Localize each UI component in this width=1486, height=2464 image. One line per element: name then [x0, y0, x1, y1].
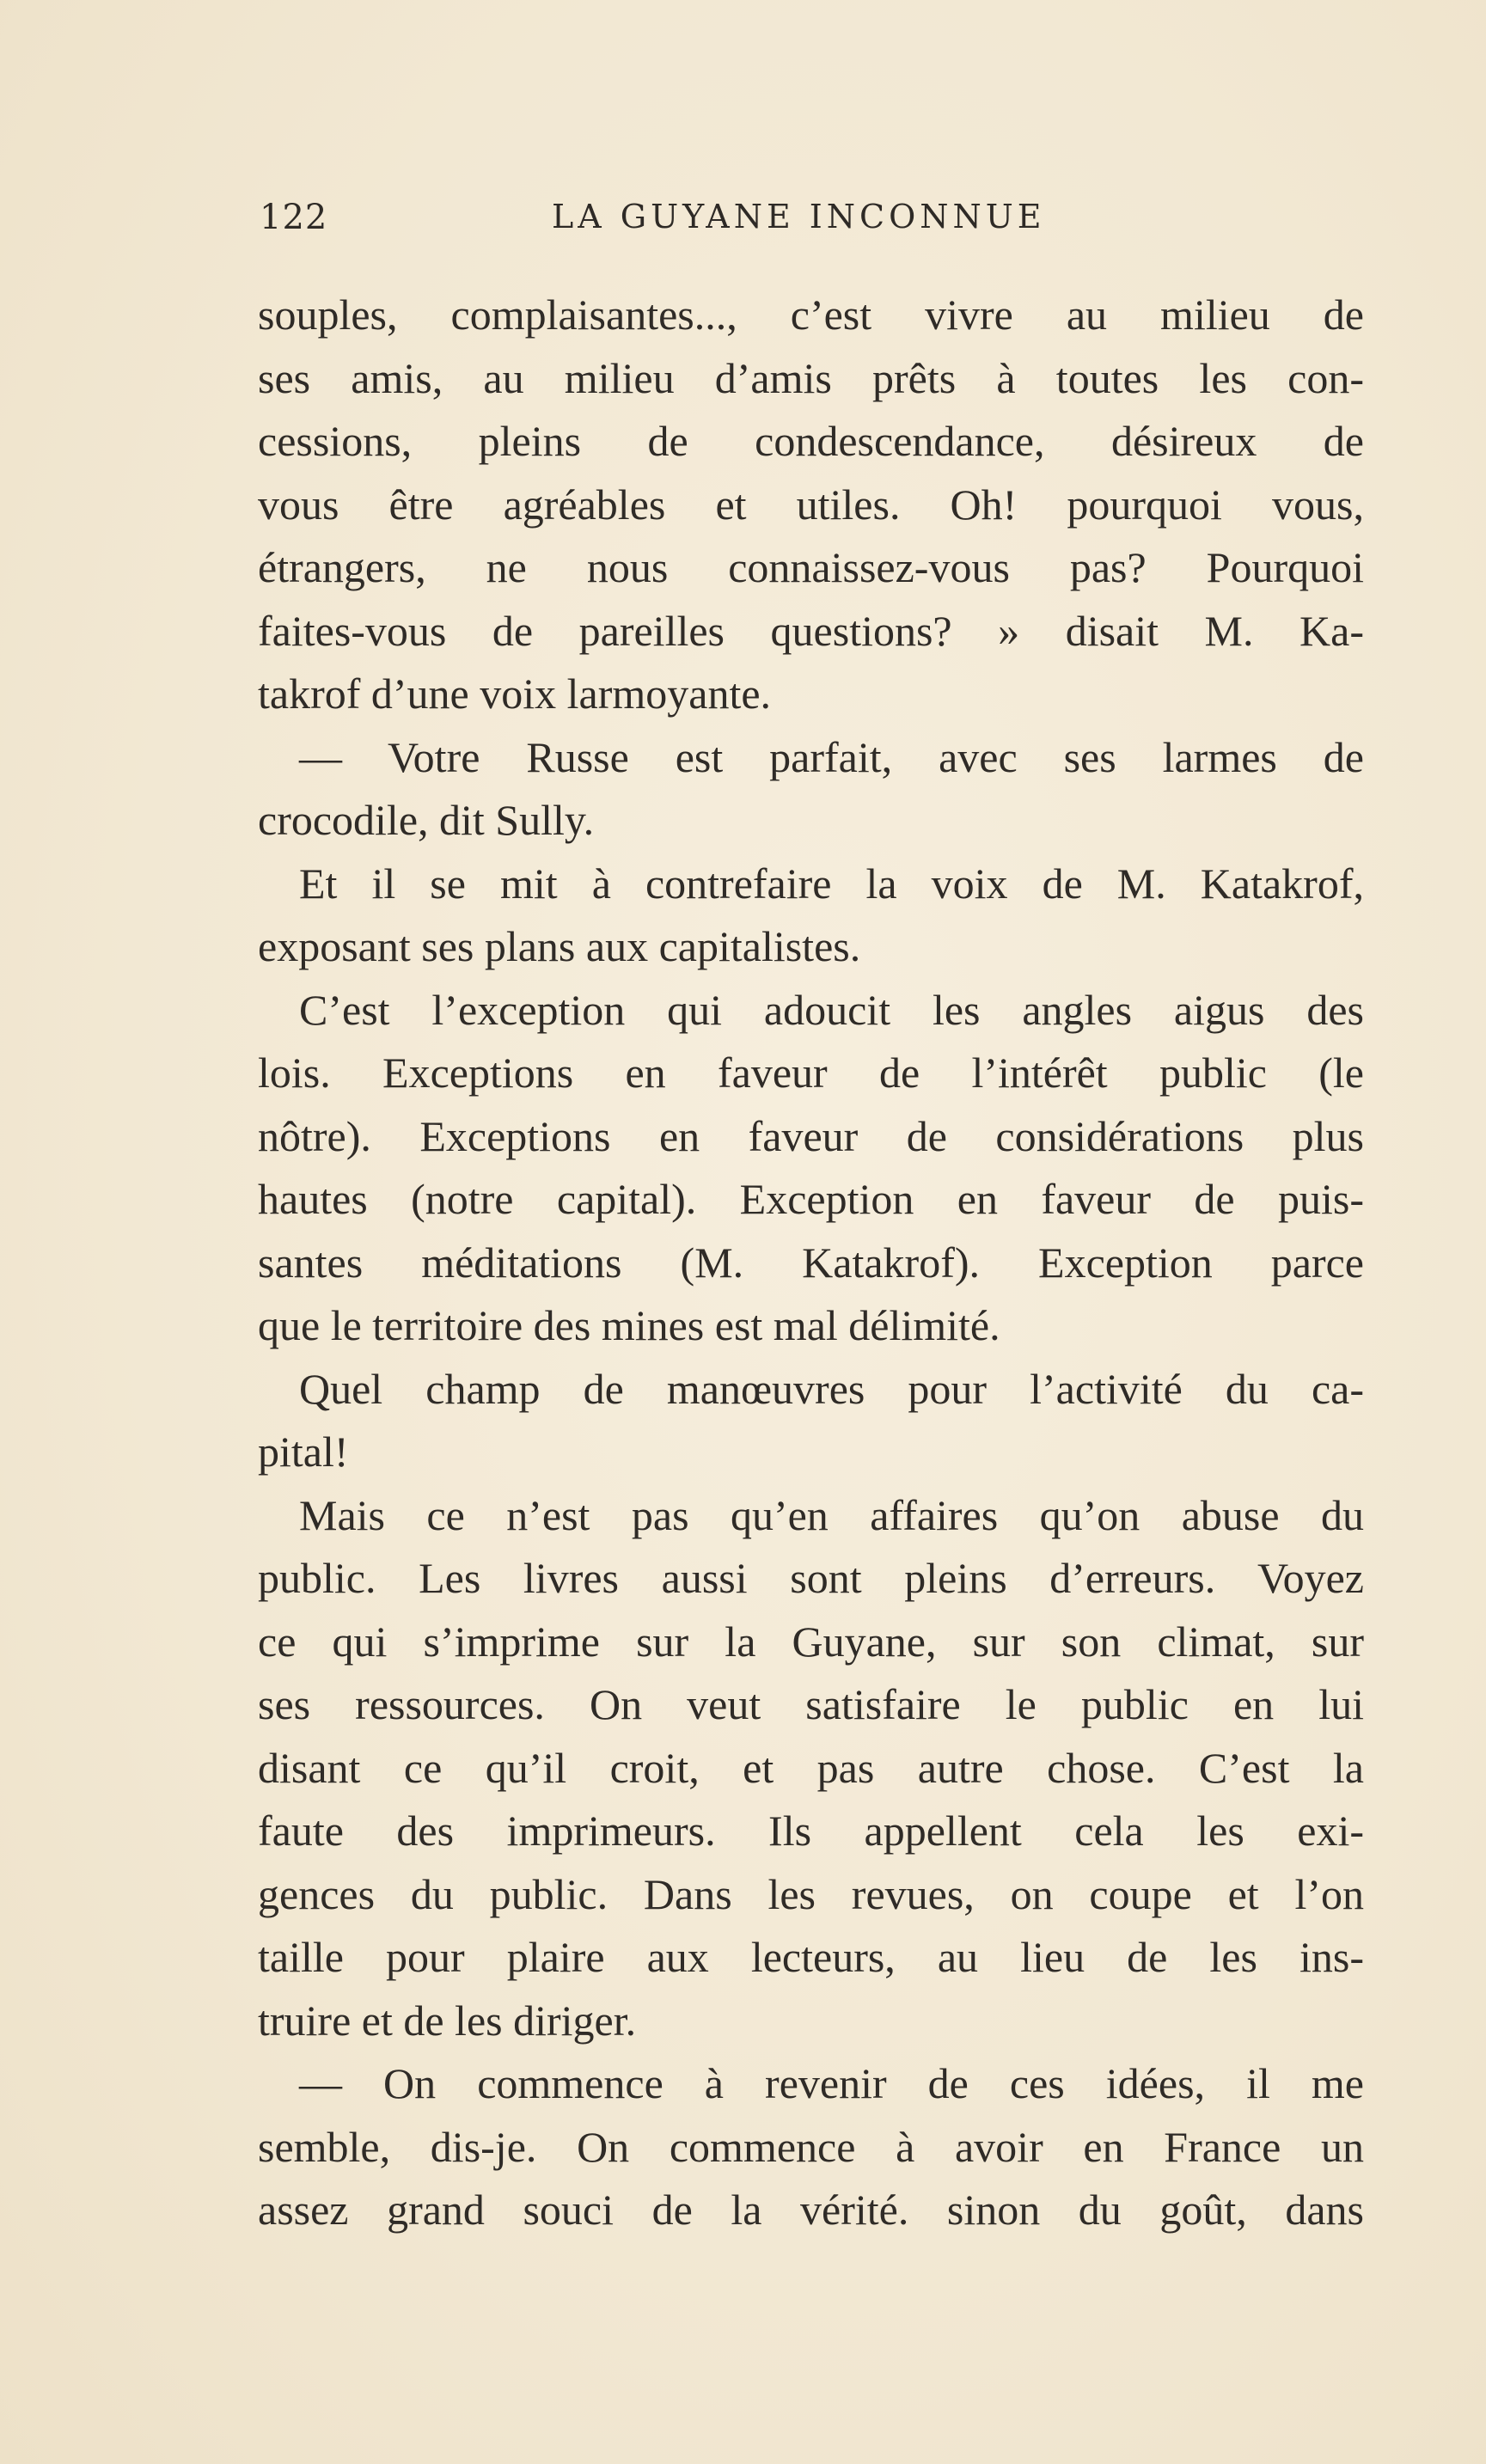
text-line: faites-vous de pareilles questions? » disait M. Ka- — [258, 606, 1364, 655]
text-line: C’est l’exception qui adoucit les angles aigus des — [299, 985, 1364, 1034]
text-line: ce qui s’imprime sur la Guyane, sur son climat, sur — [258, 1617, 1364, 1666]
text-line: ses amis, au milieu d’amis prêts à toutes les con- — [258, 353, 1364, 402]
running-title: LA GUYANE INCONNUE — [552, 198, 1046, 235]
text-line: exposant ses plans aux capitalistes. — [258, 922, 861, 970]
text-line: vous être agréables et utiles. Oh! pourquoi vous, — [258, 480, 1364, 529]
text-line: public. Les livres aussi sont pleins d’erreurs. Voyez — [258, 1554, 1364, 1602]
text-line: lois. Exceptions en faveur de l’intérêt public (le — [258, 1049, 1364, 1097]
text-line: étrangers, ne nous connaissez-vous pas? Pourquoi — [258, 543, 1364, 591]
text-line: truire et de les diriger. — [258, 1996, 637, 2045]
body-text — [258, 284, 1364, 2242]
text-line: takrof d’une voix larmoyante. — [258, 669, 772, 718]
text-line: taille pour plaire aux lecteurs, au lieu de les ins- — [258, 1933, 1364, 1981]
text-line: crocodile, dit Sully. — [258, 796, 595, 844]
text-line: assez grand souci de la vérité. sinon du goût, dans — [258, 2186, 1364, 2234]
text-line: disant ce qu’il croit, et pas autre chose. C’est la — [258, 1743, 1364, 1792]
text-line: cessions, pleins de condescendance, désireux de — [258, 417, 1364, 465]
text-line: Quel champ de manœuvres pour l’activité du ca- — [299, 1364, 1364, 1413]
text-line: santes méditations (M. Katakrof). Exception parce — [258, 1238, 1364, 1287]
page-number: 122 — [260, 198, 328, 237]
text-line: nôtre). Exceptions en faveur de considérations plus — [258, 1111, 1364, 1160]
text-line: ses ressources. On veut satisfaire le public en lui — [258, 1680, 1364, 1728]
text-line: semble, dis-je. On commence à avoir en France un — [258, 2122, 1364, 2171]
text-line: — On commence à revenir de ces idées, il me — [299, 2059, 1364, 2107]
page-header — [260, 198, 1364, 249]
text-line: — Votre Russe est parfait, avec ses larmes de — [299, 732, 1364, 781]
text-line: hautes (notre capital). Exception en faveur de puis- — [258, 1175, 1364, 1223]
text-line: Mais ce n’est pas qu’en affaires qu’on abuse du — [299, 1490, 1364, 1539]
text-line: faute des imprimeurs. Ils appellent cela les exi- — [258, 1807, 1364, 1855]
text-line: gences du public. Dans les revues, on coupe et l’on — [258, 1869, 1364, 1918]
text-line: que le territoire des mines est mal délimité. — [258, 1301, 1000, 1349]
text-line: Et il se mit à contrefaire la voix de M. Katakrof, — [299, 859, 1364, 908]
text-line: souples, complaisantes..., c’est vivre au milieu de — [258, 290, 1364, 339]
text-line: pital! — [258, 1428, 349, 1476]
